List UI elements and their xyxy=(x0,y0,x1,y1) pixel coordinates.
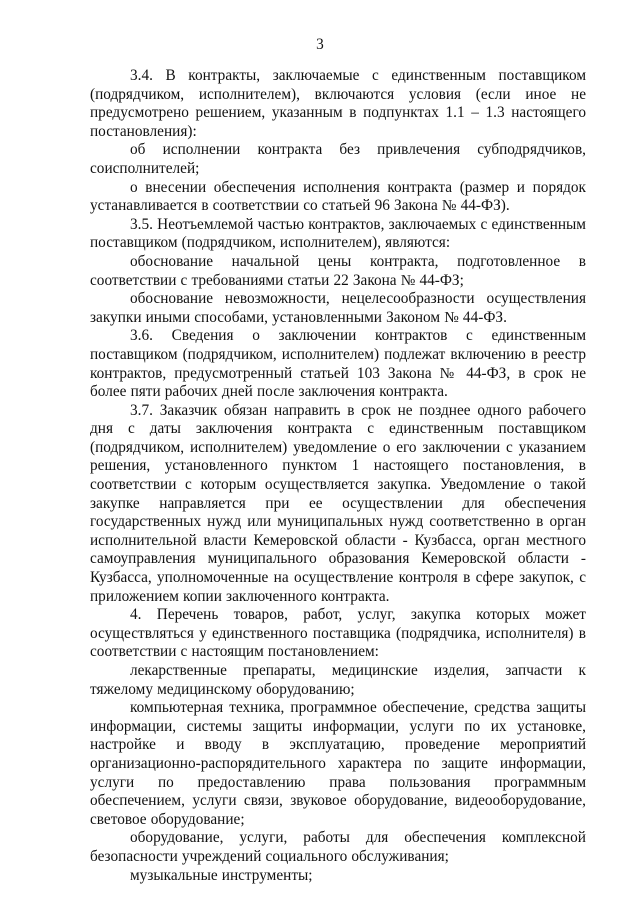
document-body xyxy=(90,67,586,885)
paragraph-4: 4. Перечень товаров, работ, услуг, закупка которых может осуществляться у единственного поставщика (подрядчика, исполнителя) в соответствии с настоящим постановлением: xyxy=(90,606,586,661)
list-item-medicines: лекарственные препараты, медицинские изделия, запчасти к тяжелому медицинскому оборудованию; xyxy=(90,662,586,698)
paragraph-no-subcontractors: об исполнении контракта без привлечения субподрядчиков, соисполнителей; xyxy=(90,141,586,177)
list-item-computer-equipment: компьютерная техника, программное обеспечение, средства защиты информации, системы защиты информации, услуги по их установке, настройке и вводу в эксплуатацию, проведение мероприятий организационно-распорядительного характера по защите информации, услуги по предоставлению права пользования программным обеспечением, услуги связи, звуковое оборудование, видеооборудование, световое оборудование; xyxy=(90,699,586,828)
list-item-security-equipment: оборудование, услуги, работы для обеспечения комплексной безопасности учреждений социального обслуживания; xyxy=(90,829,586,865)
list-item-musical-instruments: музыкальные инструменты; xyxy=(130,866,313,884)
paragraph-price-justification: обоснование начальной цены контракта, подготовленное в соответствии с требованиями статьи 22 Закона № 44-ФЗ; xyxy=(90,252,586,289)
paragraph-3-4: 3.4. В контракты, заключаемые с единственным поставщиком (подрядчиком, исполнителем), включаются условия (если иное не предусмотрено решением, указанным в подпунктах 1.1 – 1.3 настоящего постановления): xyxy=(90,67,586,140)
paragraph-3-6: 3.6. Сведения о заключении контрактов с единственным поставщиком (подрядчиком, исполнителем) подлежат включению в реестр контрактов, предусмотренный статьей 103 Закона № 44-ФЗ, в срок не более пяти рабочих дней после заключения контракта. xyxy=(90,327,586,401)
paragraph-3-5: 3.5. Неотъемлемой частью контрактов, заключаемых с единственным поставщиком (подрядчиком, исполнителем), являются: xyxy=(90,215,586,252)
paragraph-3-7: 3.7. Заказчик обязан направить в срок не позднее одного рабочего дня с даты заключения контракта с единственным поставщиком (подрядчиком, исполнителем) уведомление о его заключении с указанием решения, установленного пунктом 1 настоящего постановления, в соответствии с которым осуществляется закупка. Уведомление о такой закупке направляется при ее осуществлении для обеспечения государственных нужд или муниципальных нужд соответственно в орган исполнительной власти Кемеровской области - Кузбасса, орган местного самоуправления муниципального образования Кемеровской области - Кузбасса, уполномоченные на осуществление контроля в сфере закупок, с приложением копии заключенного контракта. xyxy=(90,401,586,605)
paragraph-security-deposit: о внесении обеспечения исполнения контракта (размер и порядок устанавливается в соответствии со статьей 96 Закона № 44-ФЗ). xyxy=(90,178,586,215)
page-number: 3 xyxy=(316,36,324,53)
paragraph-impossibility-justification: обоснование невозможности, нецелесообразности осуществления закупки иными способами, установленными Законом № 44-ФЗ. xyxy=(90,290,586,326)
